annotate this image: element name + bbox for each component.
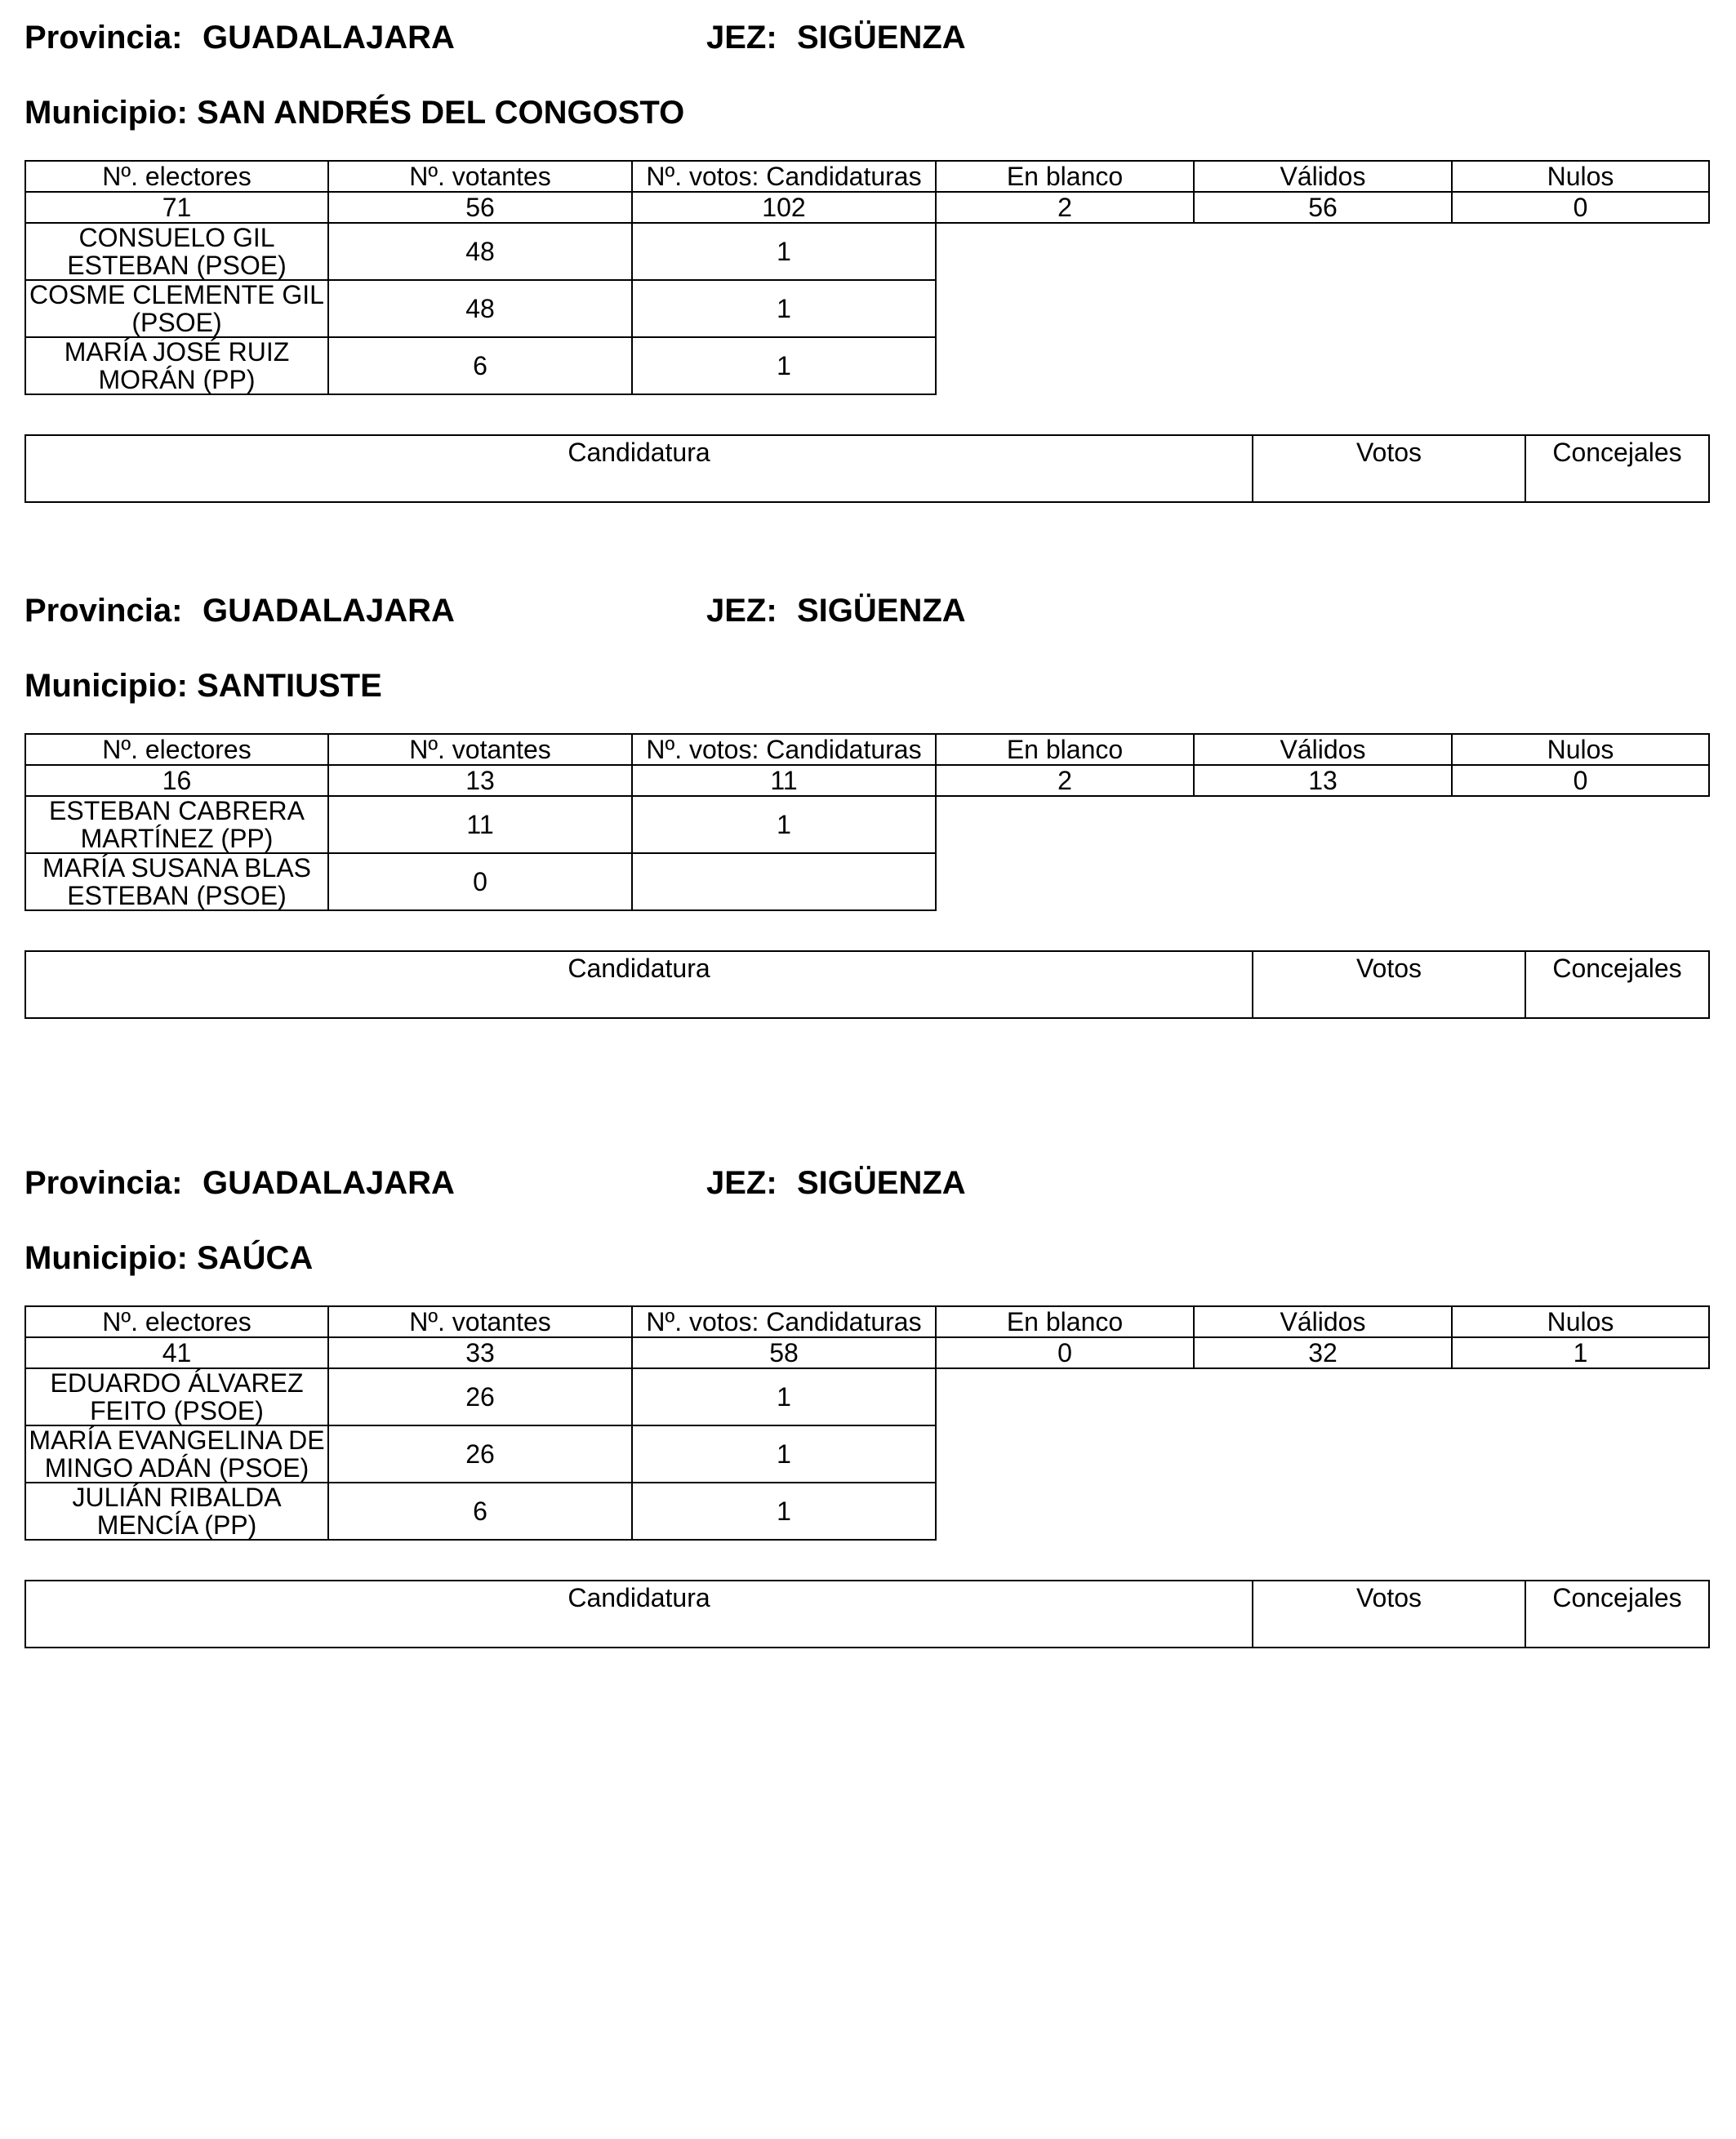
stats-header-nulos: Nulos	[1452, 734, 1709, 765]
stats-header-validos: Válidos	[1194, 161, 1452, 192]
province-line	[24, 0, 1708, 75]
candidate-row	[25, 1425, 1709, 1483]
concejales-header: Concejales	[1525, 951, 1709, 1018]
candidate-row	[25, 1368, 1709, 1425]
stats-header-votantes: Nº. votantes	[328, 734, 632, 765]
municipality-section	[24, 573, 1708, 1019]
candidates-table	[24, 434, 1710, 503]
candidatura-header: Candidatura	[25, 1581, 1253, 1648]
candidate-name: MARÍA JOSÉ RUIZ MORÁN (PP)	[25, 337, 328, 394]
jez-value: SIGÜENZA	[797, 592, 966, 629]
candidate-row	[25, 223, 1709, 280]
stats-value-nulos: 0	[1452, 765, 1709, 796]
stats-value-electores: 41	[25, 1337, 328, 1368]
municipality-label: Municipio:	[24, 94, 188, 131]
province-value: GUADALAJARA	[203, 592, 455, 629]
stats-value-electores: 16	[25, 765, 328, 796]
jez-label: JEZ:	[706, 592, 777, 629]
province-label: Provincia:	[24, 1164, 183, 1201]
candidates-table	[24, 950, 1710, 1019]
candidate-name: MARÍA EVANGELINA DE MINGO ADÁN (PSOE)	[25, 1425, 328, 1483]
candidate-votes: 48	[328, 280, 632, 337]
stats-value-validos: 32	[1194, 1337, 1452, 1368]
candidate-name: CONSUELO GIL ESTEBAN (PSOE)	[25, 223, 328, 280]
municipality-line	[24, 75, 1708, 150]
candidate-row	[25, 280, 1709, 337]
candidate-name: EDUARDO ÁLVAREZ FEITO (PSOE)	[25, 1368, 328, 1425]
candidate-name: MARÍA SUSANA BLAS ESTEBAN (PSOE)	[25, 853, 328, 910]
municipality-label: Municipio:	[24, 1239, 188, 1276]
stats-header-nulos: Nulos	[1452, 161, 1709, 192]
stats-table	[24, 733, 1710, 911]
candidate-votes: 11	[328, 796, 632, 853]
province-value: GUADALAJARA	[203, 19, 455, 56]
candidate-votes: 6	[328, 1483, 632, 1540]
jez-label: JEZ:	[706, 1164, 777, 1201]
jez-label: JEZ:	[706, 19, 777, 56]
candidates-header-row	[25, 435, 1709, 502]
candidate-votes: 48	[328, 223, 632, 280]
stats-table	[24, 160, 1710, 395]
candidate-row	[25, 337, 1709, 394]
stats-header-validos: Válidos	[1194, 734, 1452, 765]
candidates-header-row	[25, 951, 1709, 1018]
province-value: GUADALAJARA	[203, 1164, 455, 1201]
stats-value-votantes: 56	[328, 192, 632, 223]
municipality-label: Municipio:	[24, 667, 188, 704]
candidate-councillors: 1	[632, 337, 936, 394]
candidatura-header: Candidatura	[25, 951, 1253, 1018]
municipality-value: SAN ANDRÉS DEL CONGOSTO	[197, 94, 685, 131]
candidate-row	[25, 1483, 1709, 1540]
concejales-header: Concejales	[1525, 435, 1709, 502]
stats-header-electores: Nº. electores	[25, 1306, 328, 1337]
province-label: Provincia:	[24, 19, 183, 56]
municipality-value: SANTIUSTE	[197, 667, 382, 704]
stats-value-votos-candidaturas: 102	[632, 192, 936, 223]
stats-value-votantes: 33	[328, 1337, 632, 1368]
municipality-line	[24, 1221, 1708, 1296]
stats-value-en-blanco: 2	[936, 192, 1194, 223]
stats-header-en-blanco: En blanco	[936, 734, 1194, 765]
stats-value-nulos: 1	[1452, 1337, 1709, 1368]
stats-header-votos-candidaturas: Nº. votos: Candidaturas	[632, 734, 936, 765]
stats-value-row	[25, 1337, 1709, 1368]
candidate-votes: 26	[328, 1425, 632, 1483]
candidate-councillors: 1	[632, 1425, 936, 1483]
stats-value-row	[25, 192, 1709, 223]
stats-header-votos-candidaturas: Nº. votos: Candidaturas	[632, 161, 936, 192]
candidate-councillors: 1	[632, 280, 936, 337]
candidate-row	[25, 853, 1709, 910]
stats-value-validos: 56	[1194, 192, 1452, 223]
candidate-name: COSME CLEMENTE GIL (PSOE)	[25, 280, 328, 337]
candidate-row	[25, 796, 1709, 853]
candidate-councillors: 1	[632, 1368, 936, 1425]
stats-table	[24, 1305, 1710, 1541]
stats-value-votos-candidaturas: 58	[632, 1337, 936, 1368]
concejales-header: Concejales	[1525, 1581, 1709, 1648]
candidatura-header: Candidatura	[25, 435, 1253, 502]
candidate-votes: 0	[328, 853, 632, 910]
province-line	[24, 1145, 1708, 1221]
stats-value-nulos: 0	[1452, 192, 1709, 223]
stats-header-nulos: Nulos	[1452, 1306, 1709, 1337]
stats-value-row	[25, 765, 1709, 796]
stats-header-electores: Nº. electores	[25, 734, 328, 765]
jez-value: SIGÜENZA	[797, 19, 966, 56]
municipality-value: SAÚCA	[197, 1239, 314, 1276]
stats-header-electores: Nº. electores	[25, 161, 328, 192]
stats-header-en-blanco: En blanco	[936, 161, 1194, 192]
candidate-votes: 26	[328, 1368, 632, 1425]
candidate-councillors: 1	[632, 1483, 936, 1540]
stats-value-en-blanco: 2	[936, 765, 1194, 796]
jez-value: SIGÜENZA	[797, 1164, 966, 1201]
province-label: Provincia:	[24, 592, 183, 629]
stats-header-en-blanco: En blanco	[936, 1306, 1194, 1337]
candidates-header-row	[25, 1581, 1709, 1648]
candidate-councillors: 1	[632, 223, 936, 280]
votos-header: Votos	[1253, 1581, 1525, 1648]
stats-value-votantes: 13	[328, 765, 632, 796]
stats-header-row	[25, 161, 1709, 192]
candidates-table	[24, 1580, 1710, 1648]
stats-value-validos: 13	[1194, 765, 1452, 796]
stats-value-electores: 71	[25, 192, 328, 223]
stats-header-row	[25, 1306, 1709, 1337]
votos-header: Votos	[1253, 435, 1525, 502]
municipality-section	[24, 0, 1708, 503]
candidate-name: ESTEBAN CABRERA MARTÍNEZ (PP)	[25, 796, 328, 853]
stats-header-row	[25, 734, 1709, 765]
candidate-councillors: 1	[632, 796, 936, 853]
stats-header-votantes: Nº. votantes	[328, 1306, 632, 1337]
candidate-councillors	[632, 853, 936, 910]
stats-value-votos-candidaturas: 11	[632, 765, 936, 796]
stats-header-validos: Válidos	[1194, 1306, 1452, 1337]
municipality-section	[24, 1145, 1708, 1648]
candidate-name: JULIÁN RIBALDA MENCÍA (PP)	[25, 1483, 328, 1540]
stats-header-votos-candidaturas: Nº. votos: Candidaturas	[632, 1306, 936, 1337]
municipality-line	[24, 648, 1708, 723]
stats-value-en-blanco: 0	[936, 1337, 1194, 1368]
candidate-votes: 6	[328, 337, 632, 394]
province-line	[24, 573, 1708, 648]
stats-header-votantes: Nº. votantes	[328, 161, 632, 192]
votos-header: Votos	[1253, 951, 1525, 1018]
